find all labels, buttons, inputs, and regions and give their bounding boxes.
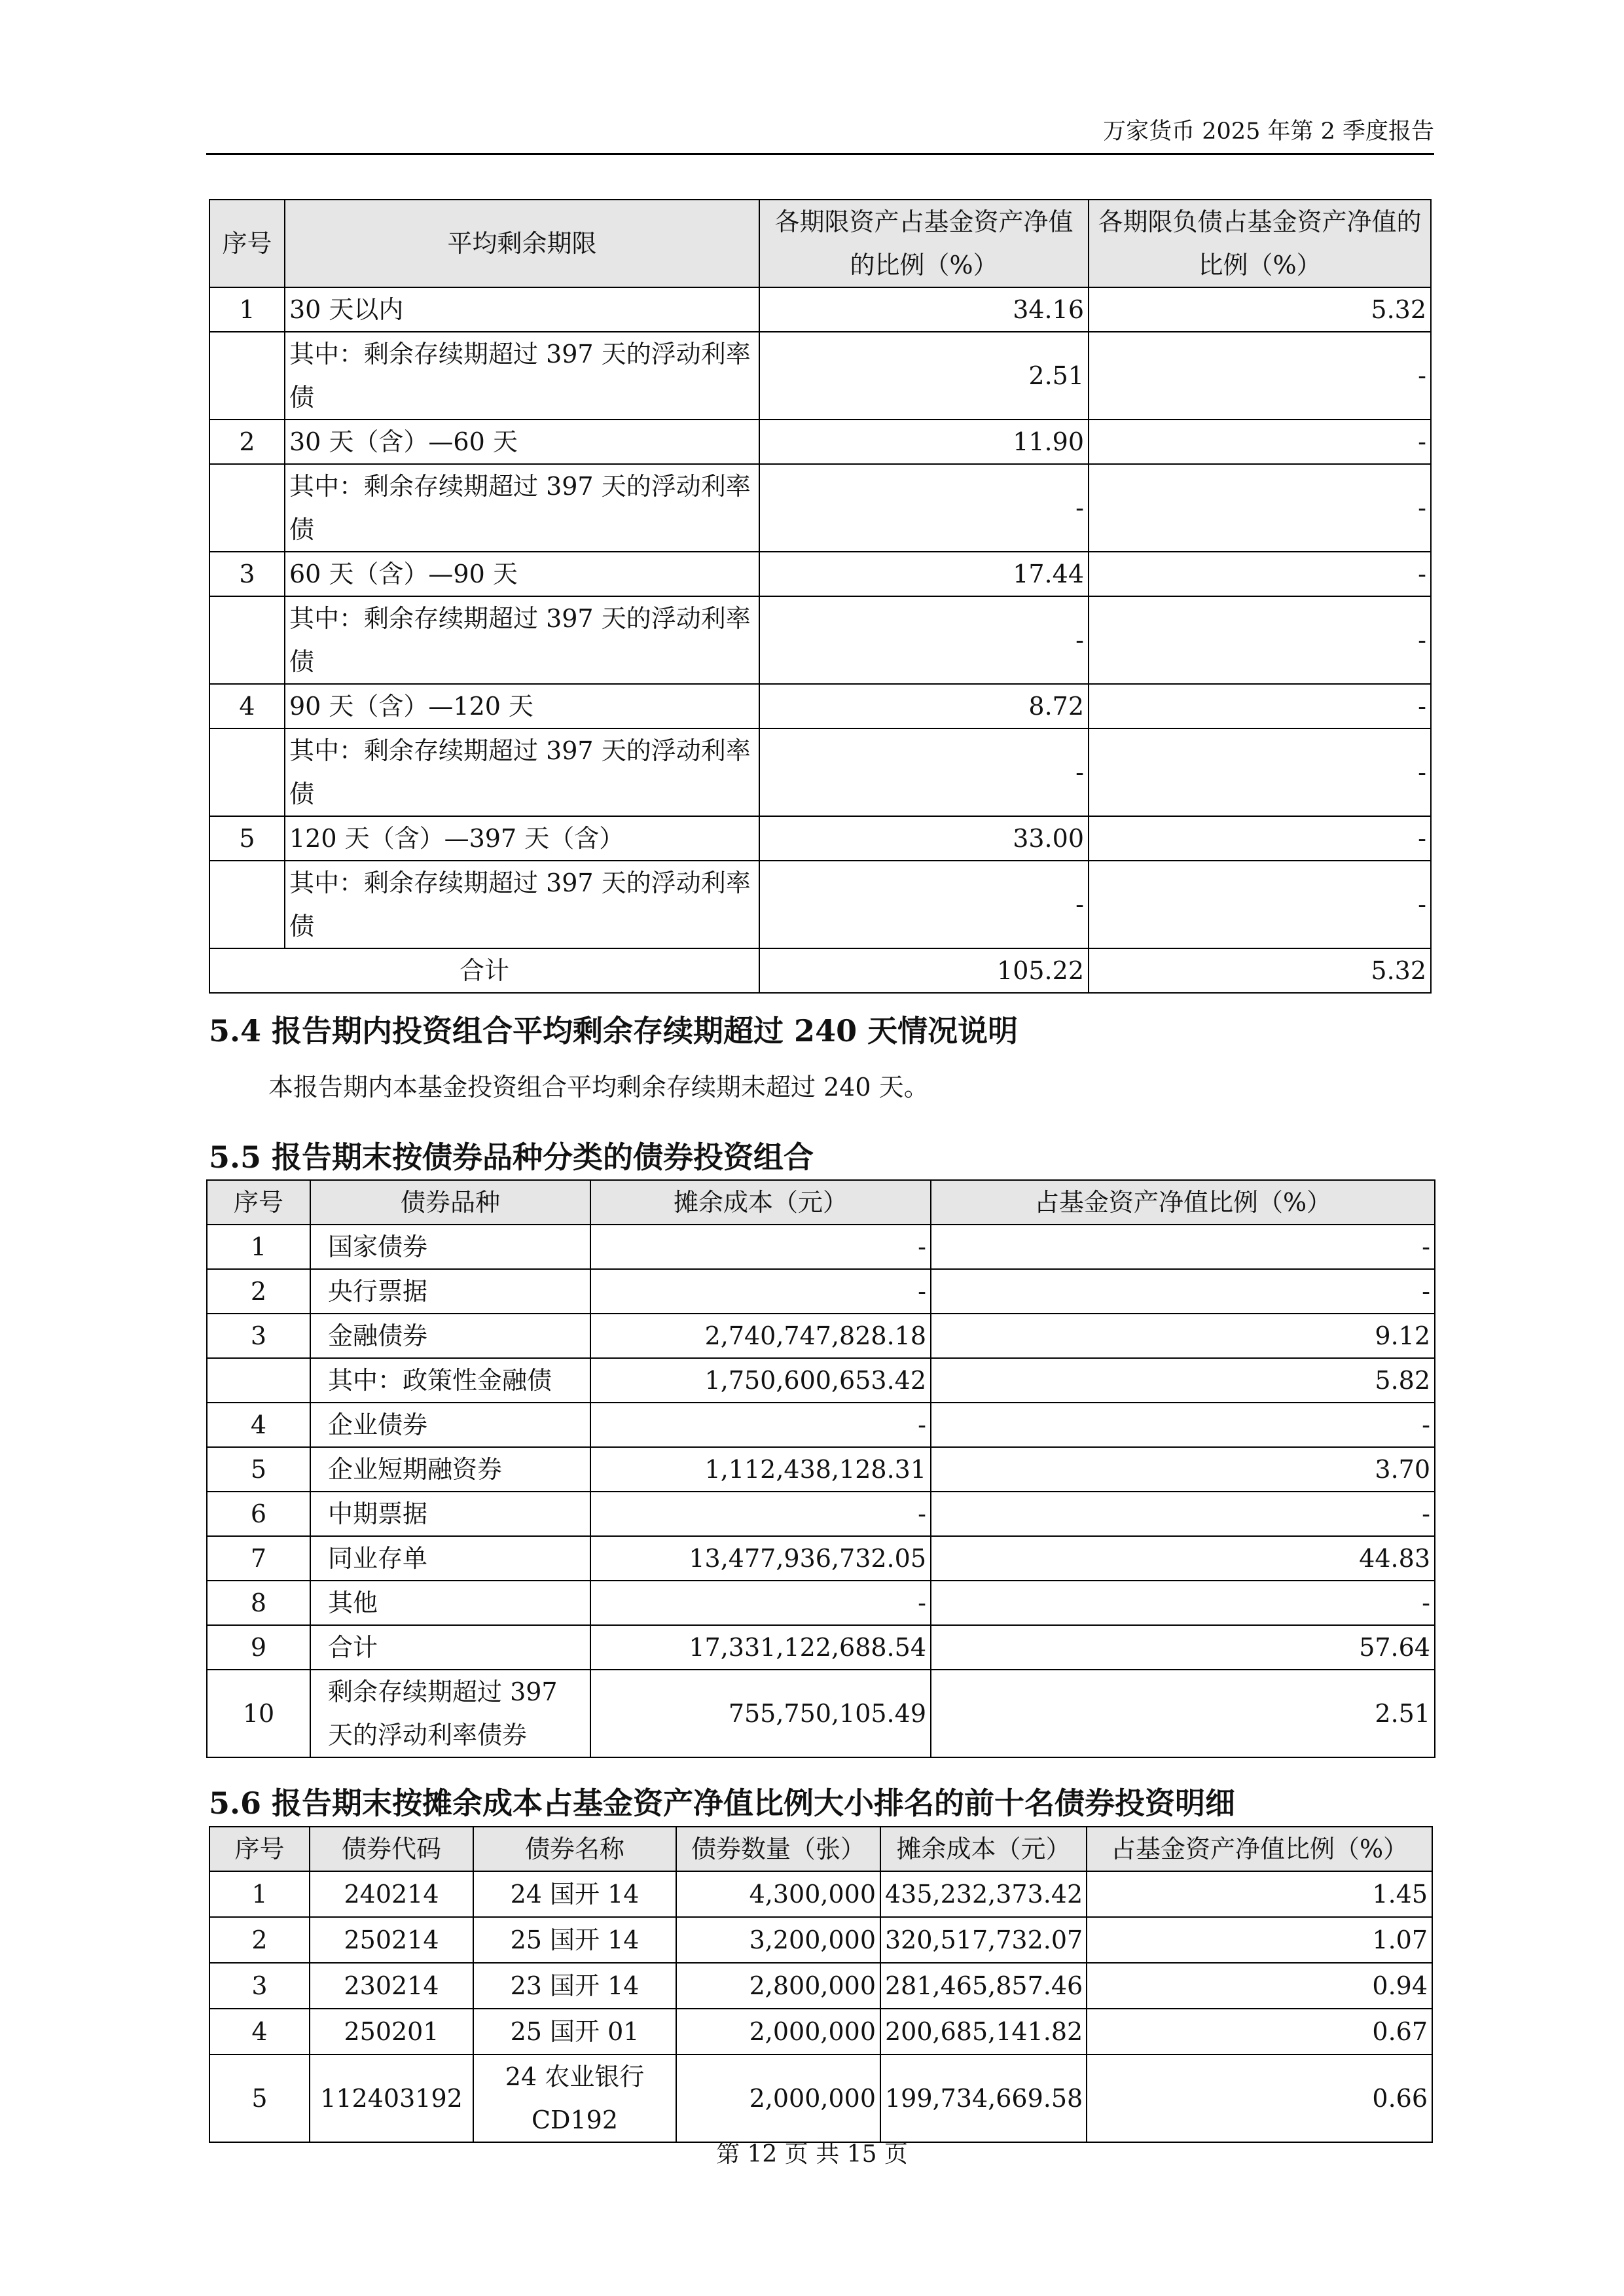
table-row (209, 596, 1431, 684)
row-quantity: 2,000,000 (676, 2009, 880, 2054)
col-no: 序号 (207, 1180, 310, 1225)
row-no: 9 (207, 1625, 310, 1670)
section-5-4-title: 5.4 报告期内投资组合平均剩余存续期超过 240 天情况说明 (209, 1013, 1019, 1049)
row-liability-ratio: - (1089, 464, 1431, 552)
row-no: 1 (209, 287, 285, 332)
row-nav-ratio: 57.64 (931, 1625, 1435, 1670)
row-quantity: 2,800,000 (676, 1963, 880, 2009)
row-nav-ratio: 2.51 (931, 1670, 1435, 1757)
row-asset-ratio: - (759, 464, 1089, 552)
row-no: 1 (209, 1871, 310, 1917)
row-term: 其中：剩余存续期超过 397 天的浮动利率债 (285, 728, 759, 816)
row-asset-ratio: 33.00 (759, 816, 1089, 861)
row-amortized-cost: 200,685,141.82 (880, 2009, 1087, 2054)
table-row (209, 861, 1431, 948)
row-bond-name: 25 国开 01 (473, 2009, 676, 2054)
total-label: 合计 (209, 948, 759, 993)
row-no: 6 (207, 1492, 310, 1536)
row-bond-name: 24 农业银行 CD192 (473, 2054, 676, 2142)
total-asset-ratio: 105.22 (759, 948, 1089, 993)
row-no (209, 596, 285, 684)
row-no: 4 (207, 1403, 310, 1447)
row-asset-ratio: 34.16 (759, 287, 1089, 332)
row-quantity: 4,300,000 (676, 1871, 880, 1917)
table-row (207, 1625, 1435, 1670)
row-liability-ratio: - (1089, 684, 1431, 728)
col-amortized-cost: 摊余成本（元） (880, 1827, 1087, 1871)
row-liability-ratio: - (1089, 728, 1431, 816)
row-asset-ratio: - (759, 861, 1089, 948)
row-nav-ratio: - (931, 1403, 1435, 1447)
page-footer: 第 12 页 共 15 页 (716, 2141, 908, 2168)
row-amortized-cost: 435,232,373.42 (880, 1871, 1087, 1917)
row-asset-ratio: 11.90 (759, 420, 1089, 464)
row-nav-ratio: 1.07 (1087, 1917, 1432, 1963)
row-asset-ratio: 2.51 (759, 332, 1089, 420)
section-5-4-body: 本报告期内本基金投资组合平均剩余存续期未超过 240 天。 (268, 1073, 929, 1102)
col-nav-ratio: 占基金资产净值比例（%） (1087, 1827, 1432, 1871)
row-bond-code: 240214 (310, 1871, 473, 1917)
total-liability-ratio: 5.32 (1089, 948, 1431, 993)
row-term: 其中：剩余存续期超过 397 天的浮动利率债 (285, 464, 759, 552)
row-nav-ratio: 0.66 (1087, 2054, 1432, 2142)
row-bond-type: 其中：政策性金融债 (310, 1358, 590, 1403)
row-amortized-cost: 2,740,747,828.18 (590, 1314, 931, 1358)
col-amortized-cost: 摊余成本（元） (590, 1180, 931, 1225)
col-asset-ratio: 各期限资产占基金资产净值的比例（%） (759, 200, 1089, 287)
table-row (209, 332, 1431, 420)
table-row (207, 1314, 1435, 1358)
row-bond-type: 金融债券 (310, 1314, 590, 1358)
row-amortized-cost: 755,750,105.49 (590, 1670, 931, 1757)
total-row (209, 948, 1431, 993)
row-bond-type: 企业债券 (310, 1403, 590, 1447)
table-row (209, 816, 1431, 861)
maturity-table (209, 199, 1432, 994)
row-no: 1 (207, 1225, 310, 1269)
col-no: 序号 (209, 1827, 310, 1871)
row-liability-ratio: 5.32 (1089, 287, 1431, 332)
row-bond-type: 国家债券 (310, 1225, 590, 1269)
row-bond-type: 剩余存续期超过 397 天的浮动利率债券 (310, 1670, 590, 1757)
row-nav-ratio: - (931, 1225, 1435, 1269)
row-liability-ratio: - (1089, 596, 1431, 684)
col-liability-ratio: 各期限负债占基金资产净值的比例（%） (1089, 200, 1431, 287)
col-no: 序号 (209, 200, 285, 287)
table-row (207, 1358, 1435, 1403)
table-row (207, 1403, 1435, 1447)
table-row (207, 1447, 1435, 1492)
row-nav-ratio: 0.67 (1087, 2009, 1432, 2054)
row-bond-type: 中期票据 (310, 1492, 590, 1536)
row-no (207, 1358, 310, 1403)
row-amortized-cost: 281,465,857.46 (880, 1963, 1087, 2009)
row-amortized-cost: 17,331,122,688.54 (590, 1625, 931, 1670)
table-row (209, 2009, 1432, 2054)
row-nav-ratio: - (931, 1269, 1435, 1314)
table-row (209, 2054, 1432, 2142)
row-liability-ratio: - (1089, 332, 1431, 420)
row-bond-code: 250214 (310, 1917, 473, 1963)
row-term: 30 天（含）—60 天 (285, 420, 759, 464)
row-no: 8 (207, 1581, 310, 1625)
row-bond-type: 同业存单 (310, 1536, 590, 1581)
row-no (209, 464, 285, 552)
table-row (209, 287, 1431, 332)
row-nav-ratio: 3.70 (931, 1447, 1435, 1492)
row-nav-ratio: 1.45 (1087, 1871, 1432, 1917)
row-bond-type: 企业短期融资券 (310, 1447, 590, 1492)
row-no: 4 (209, 684, 285, 728)
row-nav-ratio: 5.82 (931, 1358, 1435, 1403)
table-row (209, 684, 1431, 728)
row-quantity: 2,000,000 (676, 2054, 880, 2142)
table-row (209, 1917, 1432, 1963)
col-bond-code: 债券代码 (310, 1827, 473, 1871)
table-row (207, 1670, 1435, 1757)
table-row (207, 1269, 1435, 1314)
table-row (209, 1963, 1432, 2009)
table-row (209, 1871, 1432, 1917)
row-amortized-cost: 1,750,600,653.42 (590, 1358, 931, 1403)
row-bond-type: 央行票据 (310, 1269, 590, 1314)
row-no: 2 (207, 1269, 310, 1314)
row-no: 3 (209, 1963, 310, 2009)
row-bond-code: 230214 (310, 1963, 473, 2009)
row-bond-code: 250201 (310, 2009, 473, 2054)
row-amortized-cost: - (590, 1581, 931, 1625)
bond-category-table (206, 1179, 1435, 1758)
row-amortized-cost: 320,517,732.07 (880, 1917, 1087, 1963)
col-quantity: 债券数量（张） (676, 1827, 880, 1871)
table-row (209, 464, 1431, 552)
row-nav-ratio: 9.12 (931, 1314, 1435, 1358)
table-row (207, 1492, 1435, 1536)
row-amortized-cost: - (590, 1225, 931, 1269)
table-row (207, 1536, 1435, 1581)
row-term: 30 天以内 (285, 287, 759, 332)
row-amortized-cost: 13,477,936,732.05 (590, 1536, 931, 1581)
row-no: 3 (207, 1314, 310, 1358)
row-asset-ratio: 8.72 (759, 684, 1089, 728)
row-no: 10 (207, 1670, 310, 1757)
row-amortized-cost: - (590, 1403, 931, 1447)
row-no (209, 861, 285, 948)
row-bond-name: 25 国开 14 (473, 1917, 676, 1963)
row-no: 5 (209, 816, 285, 861)
page-header: 万家货币 2025 年第 2 季度报告 (206, 110, 1434, 155)
row-term: 60 天（含）—90 天 (285, 552, 759, 596)
table-row (207, 1581, 1435, 1625)
row-bond-code: 112403192 (310, 2054, 473, 2142)
row-asset-ratio: 17.44 (759, 552, 1089, 596)
row-amortized-cost: 199,734,669.58 (880, 2054, 1087, 2142)
section-5-5-title: 5.5 报告期末按债券品种分类的债券投资组合 (209, 1139, 814, 1175)
row-liability-ratio: - (1089, 552, 1431, 596)
row-bond-name: 24 国开 14 (473, 1871, 676, 1917)
row-no: 4 (209, 2009, 310, 2054)
row-nav-ratio: - (931, 1581, 1435, 1625)
row-no: 7 (207, 1536, 310, 1581)
table-row (209, 552, 1431, 596)
row-liability-ratio: - (1089, 816, 1431, 861)
row-term: 其中：剩余存续期超过 397 天的浮动利率债 (285, 332, 759, 420)
table-row (207, 1225, 1435, 1269)
row-term: 其中：剩余存续期超过 397 天的浮动利率债 (285, 861, 759, 948)
section-5-6-title: 5.6 报告期末按摊余成本占基金资产净值比例大小排名的前十名债券投资明细 (209, 1785, 1236, 1821)
row-term: 90 天（含）—120 天 (285, 684, 759, 728)
row-amortized-cost: - (590, 1492, 931, 1536)
row-nav-ratio: 0.94 (1087, 1963, 1432, 2009)
row-no (209, 332, 285, 420)
row-quantity: 3,200,000 (676, 1917, 880, 1963)
table-row (209, 420, 1431, 464)
row-no: 3 (209, 552, 285, 596)
row-term: 其中：剩余存续期超过 397 天的浮动利率债 (285, 596, 759, 684)
col-term: 平均剩余期限 (285, 200, 759, 287)
row-amortized-cost: - (590, 1269, 931, 1314)
row-bond-type: 其他 (310, 1581, 590, 1625)
col-bond-type: 债券品种 (310, 1180, 590, 1225)
row-liability-ratio: - (1089, 861, 1431, 948)
top-bond-holdings-table (209, 1826, 1433, 2143)
row-no: 2 (209, 420, 285, 464)
row-no: 2 (209, 1917, 310, 1963)
row-no (209, 728, 285, 816)
row-asset-ratio: - (759, 728, 1089, 816)
table-row (209, 728, 1431, 816)
row-term: 120 天（含）—397 天（含） (285, 816, 759, 861)
row-no: 5 (209, 2054, 310, 2142)
row-liability-ratio: - (1089, 420, 1431, 464)
col-bond-name: 债券名称 (473, 1827, 676, 1871)
row-asset-ratio: - (759, 596, 1089, 684)
row-amortized-cost: 1,112,438,128.31 (590, 1447, 931, 1492)
row-no: 5 (207, 1447, 310, 1492)
row-nav-ratio: - (931, 1492, 1435, 1536)
col-nav-ratio: 占基金资产净值比例（%） (931, 1180, 1435, 1225)
row-bond-type: 合计 (310, 1625, 590, 1670)
row-bond-name: 23 国开 14 (473, 1963, 676, 2009)
row-nav-ratio: 44.83 (931, 1536, 1435, 1581)
